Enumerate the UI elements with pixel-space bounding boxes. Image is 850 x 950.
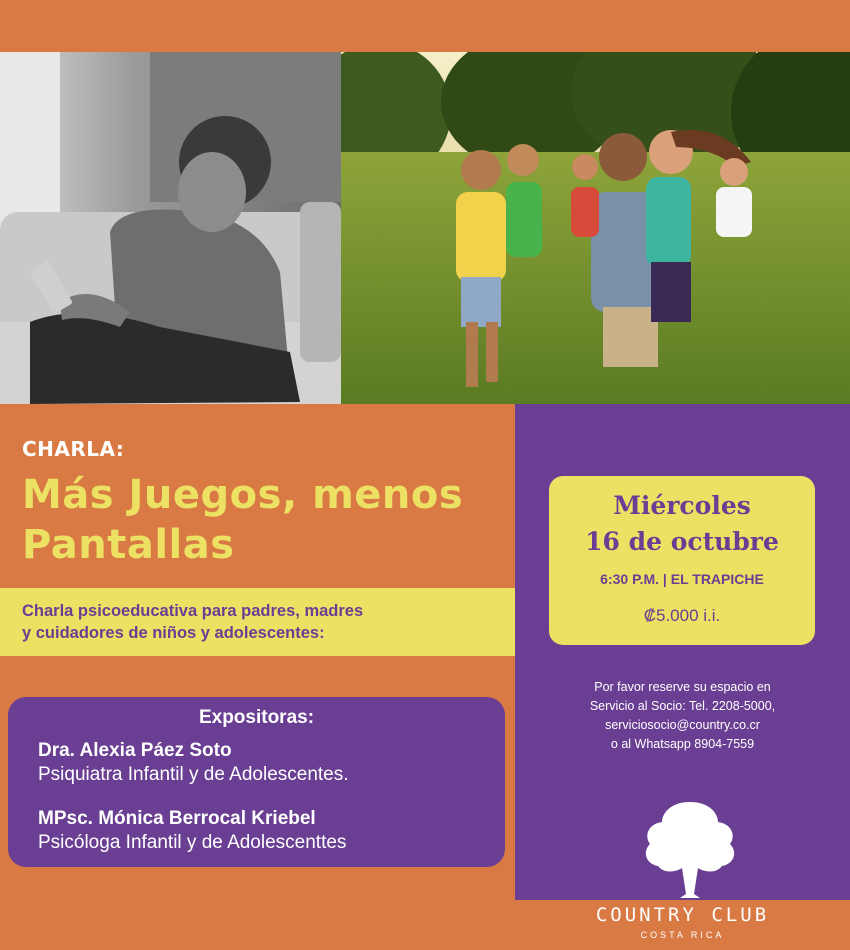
description-line-1: Charla psicoeducativa para padres, madres — [22, 602, 364, 620]
reservation-info — [515, 678, 850, 754]
club-logo-name: COUNTRY CLUB — [595, 904, 770, 926]
speaker-2-role: Psicóloga Infantil y de Adolescenttes — [38, 832, 347, 853]
top-banner — [0, 0, 850, 52]
description-line-2: y cuidadores de niños y adolescentes: — [22, 624, 325, 642]
reservation-email[interactable]: serviciosocio@country.co.cr — [605, 718, 760, 732]
event-price: ₡5.000 i.i. — [643, 606, 721, 625]
reservation-line-1: Por favor reserve su espacio en — [594, 680, 771, 694]
speaker-1-role: Psiquiatra Infantil y de Adolescentes. — [38, 764, 349, 785]
tree-icon — [640, 798, 740, 902]
event-date: 16 de octubre — [585, 527, 779, 556]
club-logo-subtitle: COSTA RICA — [640, 930, 725, 940]
reservation-whatsapp: o al Whatsapp 8904-7559 — [610, 737, 755, 751]
speaker-1-name: Dra. Alexia Páez Soto — [38, 740, 232, 761]
event-title-line-1: Más Juegos, menos — [22, 472, 464, 518]
event-title — [22, 470, 502, 570]
event-time-place: 6:30 P.M. | EL TRAPICHE — [600, 571, 764, 587]
reservation-line-2: Servicio al Socio: Tel. 2208-5000, — [589, 699, 776, 713]
event-description — [22, 600, 492, 644]
child-with-phone-photo — [0, 52, 341, 404]
event-title-line-2: Pantallas — [22, 522, 235, 568]
event-day: Miércoles — [613, 491, 751, 520]
event-label: CHARLA: — [22, 437, 125, 461]
speaker-2-name: MPsc. Mónica Berrocal Kriebel — [38, 808, 316, 829]
speakers-heading: Expositoras: — [198, 707, 315, 728]
kids-playing-photo — [341, 52, 850, 404]
